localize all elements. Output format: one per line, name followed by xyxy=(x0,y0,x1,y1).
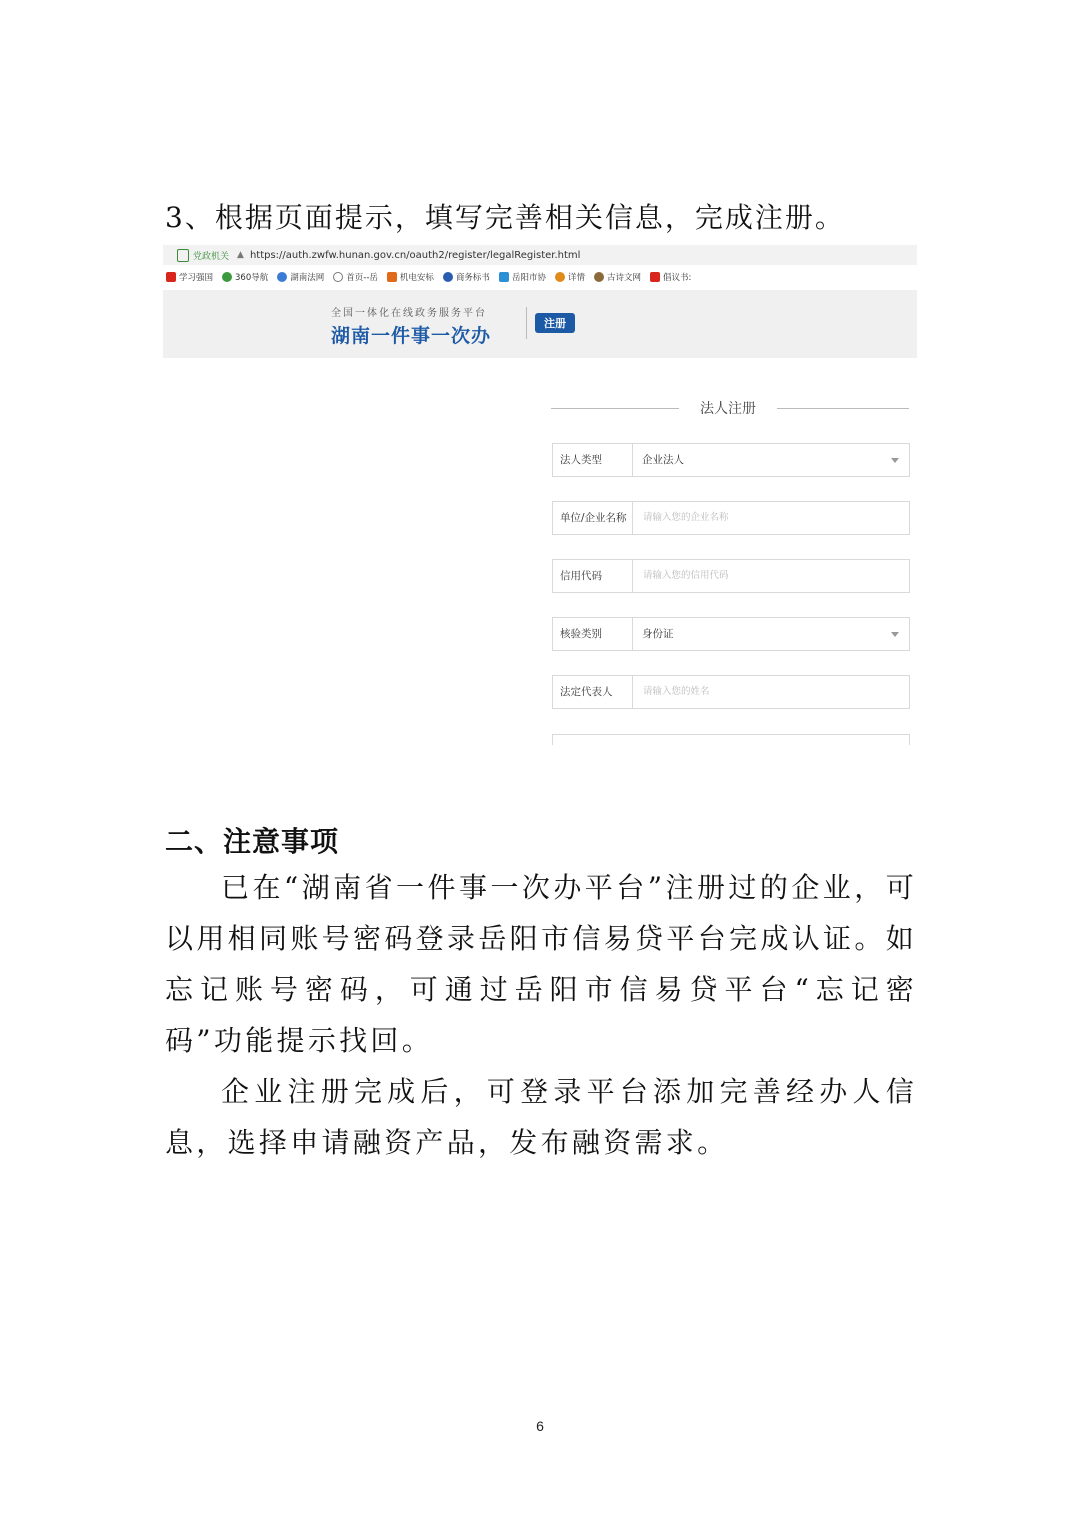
registration-screenshot xyxy=(163,245,917,745)
legal-type-select[interactable] xyxy=(552,443,910,477)
credit-code-input[interactable]: 请输入您的信用代码 xyxy=(643,570,729,581)
chevron-down-icon xyxy=(891,458,899,463)
cropped-field xyxy=(552,734,910,745)
bookmark-item[interactable] xyxy=(166,271,213,283)
bookmark-label: 倡议书: xyxy=(662,273,692,283)
site-title: 湖南一件事一次办 xyxy=(331,325,492,347)
url-text[interactable]: https://auth.zwfw.hunan.gov.cn/oauth2/register/legalRegister.html xyxy=(249,249,581,261)
step-heading: 3、根据页面提示，填写完善相关信息，完成注册。 xyxy=(165,201,845,234)
paragraph: 已在“湖南省一件事一次办平台”注册过的企业，可以用相同账号密码登录岳阳市信易贷平台完成认证。如忘记账号密码，可通过岳阳市信易贷平台“忘记密码”功能提示找回。 xyxy=(165,871,917,1057)
secure-badge xyxy=(177,249,229,262)
divider-line xyxy=(551,408,679,409)
section-heading: 二、注意事项 xyxy=(165,825,340,858)
chevron-down-icon xyxy=(891,632,899,637)
bookmark-icon xyxy=(222,272,232,282)
bookmark-item[interactable] xyxy=(333,271,378,283)
bookmark-item[interactable] xyxy=(387,271,434,283)
page-number: 6 xyxy=(536,1418,544,1434)
bookmark-icon xyxy=(443,272,453,282)
bookmark-label: 学习强国 xyxy=(179,273,214,283)
site-logo[interactable] xyxy=(331,304,491,348)
legal-representative-input[interactable]: 请输入您的姓名 xyxy=(643,686,710,697)
divider-line xyxy=(777,408,909,409)
credit-code-field xyxy=(552,559,910,593)
header-divider xyxy=(526,307,527,339)
site-header xyxy=(163,290,917,358)
bookmark-item[interactable] xyxy=(222,271,268,283)
field-value: 企业法人 xyxy=(642,454,684,466)
company-name-field xyxy=(552,501,910,535)
globe-icon xyxy=(333,272,343,282)
field-label: 法定代表人 xyxy=(553,676,633,708)
field-value: 身份证 xyxy=(642,628,674,640)
bookmark-label: 商务标书 xyxy=(455,273,490,283)
bookmark-icon xyxy=(277,272,287,282)
form-title: 法人注册 xyxy=(700,401,756,417)
form-title-row xyxy=(551,398,911,418)
company-name-input[interactable]: 请输入您的企业名称 xyxy=(643,512,729,523)
paragraph: 企业注册完成后，可登录平台添加完善经办人信息，选择申请融资产品，发布融资需求。 xyxy=(165,1075,917,1159)
field-label: 单位/企业名称 xyxy=(553,502,633,534)
site-subtitle: 全国一体化在线政务服务平台 xyxy=(331,308,487,319)
bookmark-label: 岳阳市协 xyxy=(511,273,546,283)
field-label: 信用代码 xyxy=(553,560,633,592)
bookmark-icon xyxy=(499,272,509,282)
bookmark-icon xyxy=(555,272,565,282)
bookmark-item[interactable] xyxy=(650,271,691,283)
bookmark-label: 首页--岳 xyxy=(346,273,378,283)
bookmark-item[interactable] xyxy=(499,271,546,283)
secure-label: 党政机关 xyxy=(193,251,230,262)
bookmark-icon xyxy=(594,272,604,282)
lock-icon: ▲ xyxy=(237,250,244,260)
field-label: 核验类别 xyxy=(553,618,633,650)
shield-icon xyxy=(177,249,189,262)
bookmark-icon xyxy=(650,272,660,282)
address-bar[interactable] xyxy=(163,245,917,265)
bookmark-item[interactable] xyxy=(443,271,490,283)
bookmark-label: 机电安标 xyxy=(399,273,434,283)
bookmark-item[interactable] xyxy=(277,271,324,283)
verification-type-select[interactable] xyxy=(552,617,910,651)
notes-body xyxy=(165,862,917,1168)
bookmark-item[interactable] xyxy=(555,271,585,283)
legal-representative-field xyxy=(552,675,910,709)
bookmark-label: 湖南法网 xyxy=(290,273,325,283)
register-badge: 注册 xyxy=(535,313,575,333)
bookmark-label: 古诗文网 xyxy=(606,273,641,283)
bookmark-item[interactable] xyxy=(594,271,641,283)
bookmark-label: 360导航 xyxy=(235,273,269,283)
bookmark-icon xyxy=(387,272,397,282)
bookmark-icon xyxy=(166,272,176,282)
bookmark-label: 详情 xyxy=(567,273,585,283)
bookmarks-bar xyxy=(163,268,917,286)
field-label: 法人类型 xyxy=(553,444,633,476)
